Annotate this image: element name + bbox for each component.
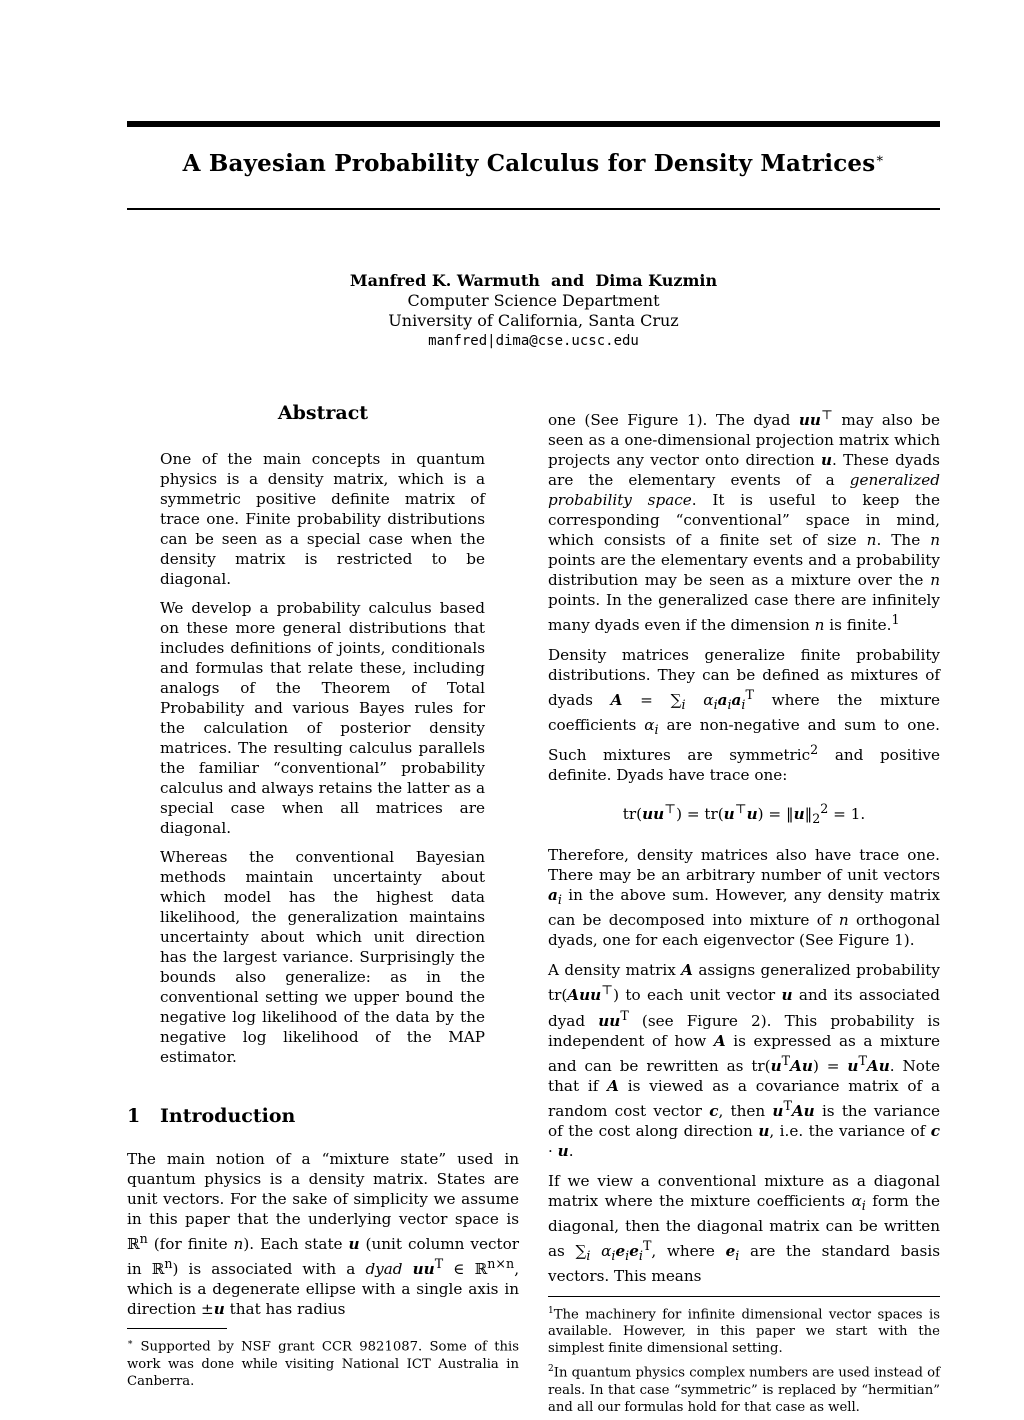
- section-title: Introduction: [160, 1105, 296, 1127]
- title-bottom-rule: [127, 208, 940, 210]
- author-block: [127, 271, 940, 351]
- title-footnote-mark: ∗: [875, 151, 885, 167]
- abstract-paragraph: One of the main concepts in quantum physics is a density matrix, which is a symmetric positive definite matrix of trace one. Finite probability distributions can be seen as a special case when the density matrix is restricted to be diagonal.: [160, 450, 485, 588]
- author-names: Manfred K. Warmuth and Dima Kuzmin: [349, 271, 718, 290]
- intro-paragraph: Therefore, density matrices also have trace one. There may be an arbitrary number of unit vectors $a_i$ in the above sum. However, any density matrix can be decomposed into mixture of n orthogonal dyads, one for each eigenvector (See Figure 1).: [548, 846, 940, 950]
- paper-title: A Bayesian Probability Calculus for Density Matrices∗: [182, 150, 885, 177]
- affiliation-department: Computer Science Department: [407, 291, 660, 310]
- intro-paragraph: A density matrix A assigns generalized probability tr(Auu⊤) to each unit vector u and its associated dyad $uu^T$ (see Figure 2). This probability is independent of how A is expressed as a mixture and can be rewritten as $tr(u^TAu) = u^TAu$. Note that if A is viewed as a covariance matrix of a random cost vector c, then $u^TAu$ is the variance of the cost along direction u, i.e. the variance of c · u.: [548, 961, 941, 1160]
- section-heading-introduction: [127, 1105, 519, 1127]
- footnote-rule: [127, 1328, 227, 1329]
- footnote-2: $^2$In quantum physics complex numbers are used instead of reals. In that case “symmetric” is replaced by “hermitian” and all our formulas hold for that case as well.: [548, 1364, 940, 1415]
- section-number: 1: [127, 1105, 141, 1127]
- intro-paragraph: Density matrices generalize finite probability distributions. They can be defined as mixtures of dyads $A = \sum_i$ $\alpha_ia_ia_i^T$ where the mixture coefficients $\alpha_i$ are non-negative and sum to one. Such mixtures are symmetric$^2$ and positive definite. Dyads have trace one:: [548, 646, 940, 785]
- abstract-heading: Abstract: [277, 402, 369, 424]
- intro-paragraph: If we view a conventional mixture as a diagonal matrix where the mixture coefficients $\alpha_i$ form the diagonal, then the diagonal matrix can be written as $\sum_i$ $\alpha_ie_ie_i^T$, where $e_i$ are the standard basis vectors. This means: [548, 1171, 940, 1285]
- title-top-rule: [127, 121, 940, 127]
- intro-paragraph: one (See Figure 1). The dyad uu⊤ may also be seen as a one-dimensional projection matrix which projects any vector onto direction u. These dyads are the elementary events of a generalized probability space. It is useful to keep the corresponding “conventional” space in mind, which consists of a finite set of size n. The n points are the elementary events and a probability distribution may be seen as a mixture over the n points. In the generalized case there are infinitely many dyads even if the dimension n is finite.$^1$: [548, 407, 940, 635]
- footnote-rule: [548, 1296, 940, 1297]
- abstract-paragraph: We develop a probability calculus based on these more general distributions that includes definitions of joints, conditionals and formulas that relate these, including analogs of the Theorem of Total Probability and various Bayes rules for the calculation of posterior density matrices. The resulting calculus parallels the familiar “conventional” probability calculus and always retains the latter as a special case when all matrices are diagonal.: [160, 599, 485, 837]
- affiliation-university: University of California, Santa Cruz: [388, 311, 679, 330]
- right-column: [548, 405, 940, 1420]
- author-email: manfred|dima@cse.ucsc.edu: [428, 333, 639, 349]
- left-column: [127, 402, 519, 1394]
- equation-trace: $tr(uu^⊤) = tr(u^⊤u) = ‖u‖_2^2 = 1$.: [622, 801, 866, 827]
- footnote-1: $^1$The machinery for infinite dimensional vector spaces is available. However, in this paper we start with the simplest finite dimensional setting.: [548, 1305, 940, 1357]
- abstract-body: [160, 449, 485, 1067]
- intro-paragraph: The main notion of a “mixture state” used in quantum physics is a density matrix. States are unit vectors. For the sake of simplicity we assume in this paper that the underlying vector space is ℝ$^n$ (for finite n). Each state u (unit column vector in ℝ$^n$) is associated with a dyad $uu^T$ ∈ ℝ$^{n\times n}$, which is a degenerate ellipse with a single axis in direction ±u that has radius: [127, 1150, 520, 1319]
- abstract-paragraph: Whereas the conventional Bayesian methods maintain uncertainty about which model has the highest data likelihood, the generalization maintains uncertainty about which unit direction has the largest variance. Surprisingly the bounds also generalize: as in the conventional setting we upper bound the negative log likelihood of the data by the negative log likelihood of the MAP estimator.: [160, 848, 485, 1066]
- footnote-star: ∗ Supported by NSF grant CCR 9821087. Some of this work was done while visiting National ICT Australia in Canberra.: [127, 1338, 519, 1389]
